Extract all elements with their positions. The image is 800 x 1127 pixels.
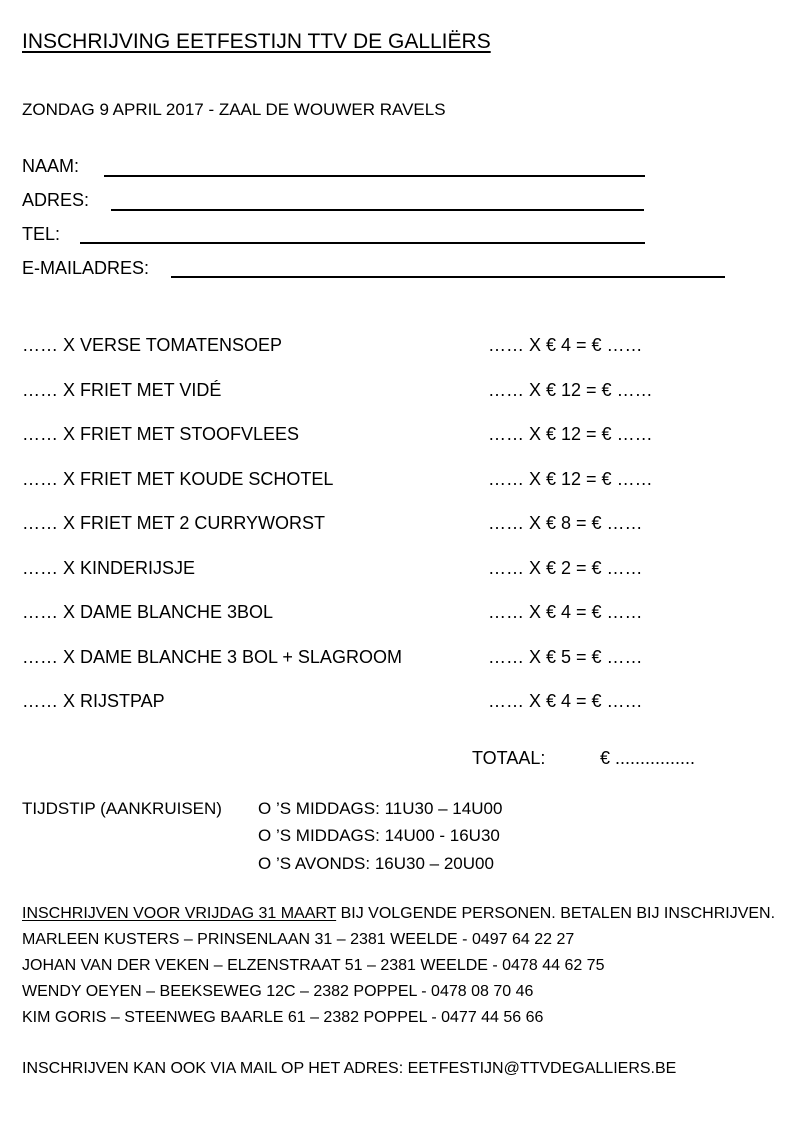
menu-price: …… X € 2 = € ……: [488, 558, 643, 578]
timeslot-label: TIJDSTIP (AANKRUISEN): [22, 799, 222, 818]
phone-label: TEL:: [22, 224, 61, 244]
address-label: ADRES:: [22, 190, 90, 210]
menu-price: …… X € 4 = € ……: [488, 602, 643, 622]
menu-price: …… X € 12 = € ……: [488, 424, 653, 444]
contact-line: KIM GORIS – STEENWEG BAARLE 61 – 2382 POPPEL - 0477 44 56 66: [22, 1009, 544, 1026]
deadline-rest: BIJ VOLGENDE PERSONEN. BETALEN BIJ INSCHRIJVEN.: [336, 905, 776, 922]
email-label: E-MAILADRES:: [22, 258, 150, 278]
mail-note: INSCHRIJVEN KAN OOK VIA MAIL OP HET ADRES: EETFESTIJN@TTVDEGALLIERS.BE: [22, 1060, 677, 1077]
menu-item: …… X VERSE TOMATENSOEP: [22, 335, 283, 355]
form-title: INSCHRIJVING EETFESTIJN TTV DE GALLIËRS: [22, 30, 491, 53]
contact-line: MARLEEN KUSTERS – PRINSENLAAN 31 – 2381 WEELDE - 0497 64 22 27: [22, 931, 575, 948]
name-field[interactable]: [104, 175, 645, 177]
event-date-location: ZONDAG 9 APRIL 2017 - ZAAL DE WOUWER RAVELS: [22, 100, 446, 119]
menu-item: …… X RIJSTPAP: [22, 691, 165, 711]
menu-item: …… X KINDERIJSJE: [22, 558, 196, 578]
menu-price: …… X € 4 = € ……: [488, 691, 643, 711]
menu-price: …… X € 12 = € ……: [488, 469, 653, 489]
menu-item: …… X DAME BLANCHE 3 BOL + SLAGROOM: [22, 647, 402, 667]
menu-item: …… X FRIET MET KOUDE SCHOTEL: [22, 469, 334, 489]
deadline-underlined: INSCHRIJVEN VOOR VRIJDAG 31 MAART: [22, 905, 337, 922]
menu-price: …… X € 4 = € ……: [488, 335, 643, 355]
email-field[interactable]: [171, 276, 725, 278]
menu-item: …… X FRIET MET STOOFVLEES: [22, 424, 300, 444]
registration-deadline: [22, 905, 775, 923]
menu-price: …… X € 8 = € ……: [488, 513, 643, 533]
total-label: TOTAAL:: [472, 748, 546, 768]
menu-item: …… X FRIET MET VIDÉ: [22, 380, 222, 400]
menu-item: …… X FRIET MET 2 CURRYWORST: [22, 513, 326, 533]
timeslot-option[interactable]: O ’S MIDDAGS: 14U00 - 16U30: [258, 826, 500, 845]
menu-price: …… X € 5 = € ……: [488, 647, 643, 667]
contact-line: JOHAN VAN DER VEKEN – ELZENSTRAAT 51 – 2381 WEELDE - 0478 44 62 75: [22, 957, 605, 974]
phone-field[interactable]: [80, 242, 645, 244]
name-label: NAAM:: [22, 156, 80, 176]
timeslot-option[interactable]: O ’S AVONDS: 16U30 – 20U00: [258, 854, 494, 873]
menu-item: …… X DAME BLANCHE 3BOL: [22, 602, 274, 622]
address-field[interactable]: [111, 209, 644, 211]
menu-price: …… X € 12 = € ……: [488, 380, 653, 400]
timeslot-option[interactable]: O ’S MIDDAGS: 11U30 – 14U00: [258, 799, 503, 818]
contact-line: WENDY OEYEN – BEEKSEWEG 12C – 2382 POPPEL - 0478 08 70 46: [22, 983, 534, 1000]
total-value: € ................: [600, 748, 696, 768]
